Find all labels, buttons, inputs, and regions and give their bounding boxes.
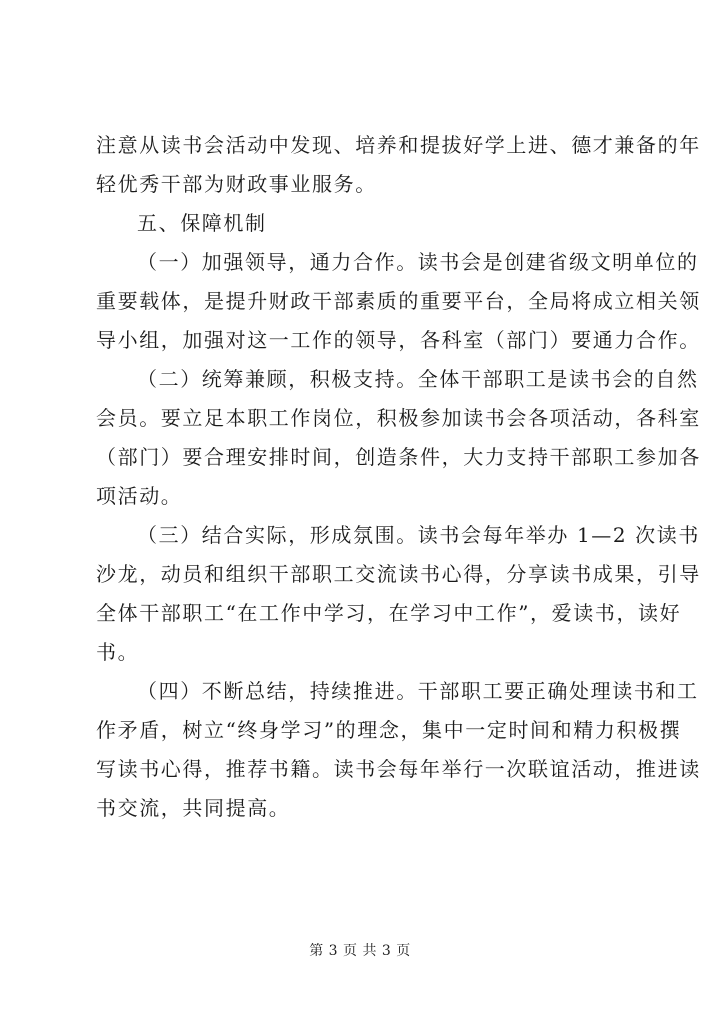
paragraph-line: 轻优秀干部为财政事业服务。 (96, 172, 377, 196)
paragraph-line: （部门）要合理安排时间，创造条件，大力支持干部职工参加各 (96, 445, 701, 469)
paragraph-line: 项活动。 (96, 484, 183, 508)
paragraph-line: 重要载体，是提升财政干部素质的重要平台，全局将成立相关领 (96, 289, 701, 313)
paragraph-line: （一）加强领导，通力合作。读书会是创建省级文明单位的 (137, 250, 699, 274)
paragraph-line: 作矛盾，树立“终身学习”的理念，集中一定时间和精力积极撰 (96, 718, 682, 742)
paragraph-line: （二）统筹兼顾，积极支持。全体干部职工是读书会的自然 (137, 367, 699, 391)
section-heading: 五、保障机制 (137, 211, 267, 235)
paragraph-line: 写读书心得，推荐书籍。读书会每年举行一次联谊活动，推进读 (96, 757, 701, 781)
paragraph-line: 注意从读书会活动中发现、培养和提拔好学上进、德才兼备的年 (96, 133, 701, 157)
paragraph-line: （三）结合实际，形成氛围。读书会每年举办 1—2 次读书 (137, 523, 700, 547)
paragraph-line: 书。 (96, 640, 140, 664)
paragraph-line: 会员。要立足本职工作岗位，积极参加读书会各项活动，各科室 (96, 406, 701, 430)
paragraph-line: （四）不断总结，持续推进。干部职工要正确处理读书和工 (137, 679, 699, 703)
paragraph-line: 书交流，共同提高。 (96, 796, 291, 820)
paragraph-line: 全体干部职工“在工作中学习，在学习中工作”，爱读书，读好 (96, 601, 682, 625)
page-number-footer: 第 3 页 共 3 页 (309, 943, 411, 959)
paragraph-line: 沙龙，动员和组织干部职工交流读书心得，分享读书成果，引导 (96, 562, 701, 586)
paragraph-line: 导小组，加强对这一工作的领导，各科室（部门）要通力合作。 (96, 328, 701, 352)
